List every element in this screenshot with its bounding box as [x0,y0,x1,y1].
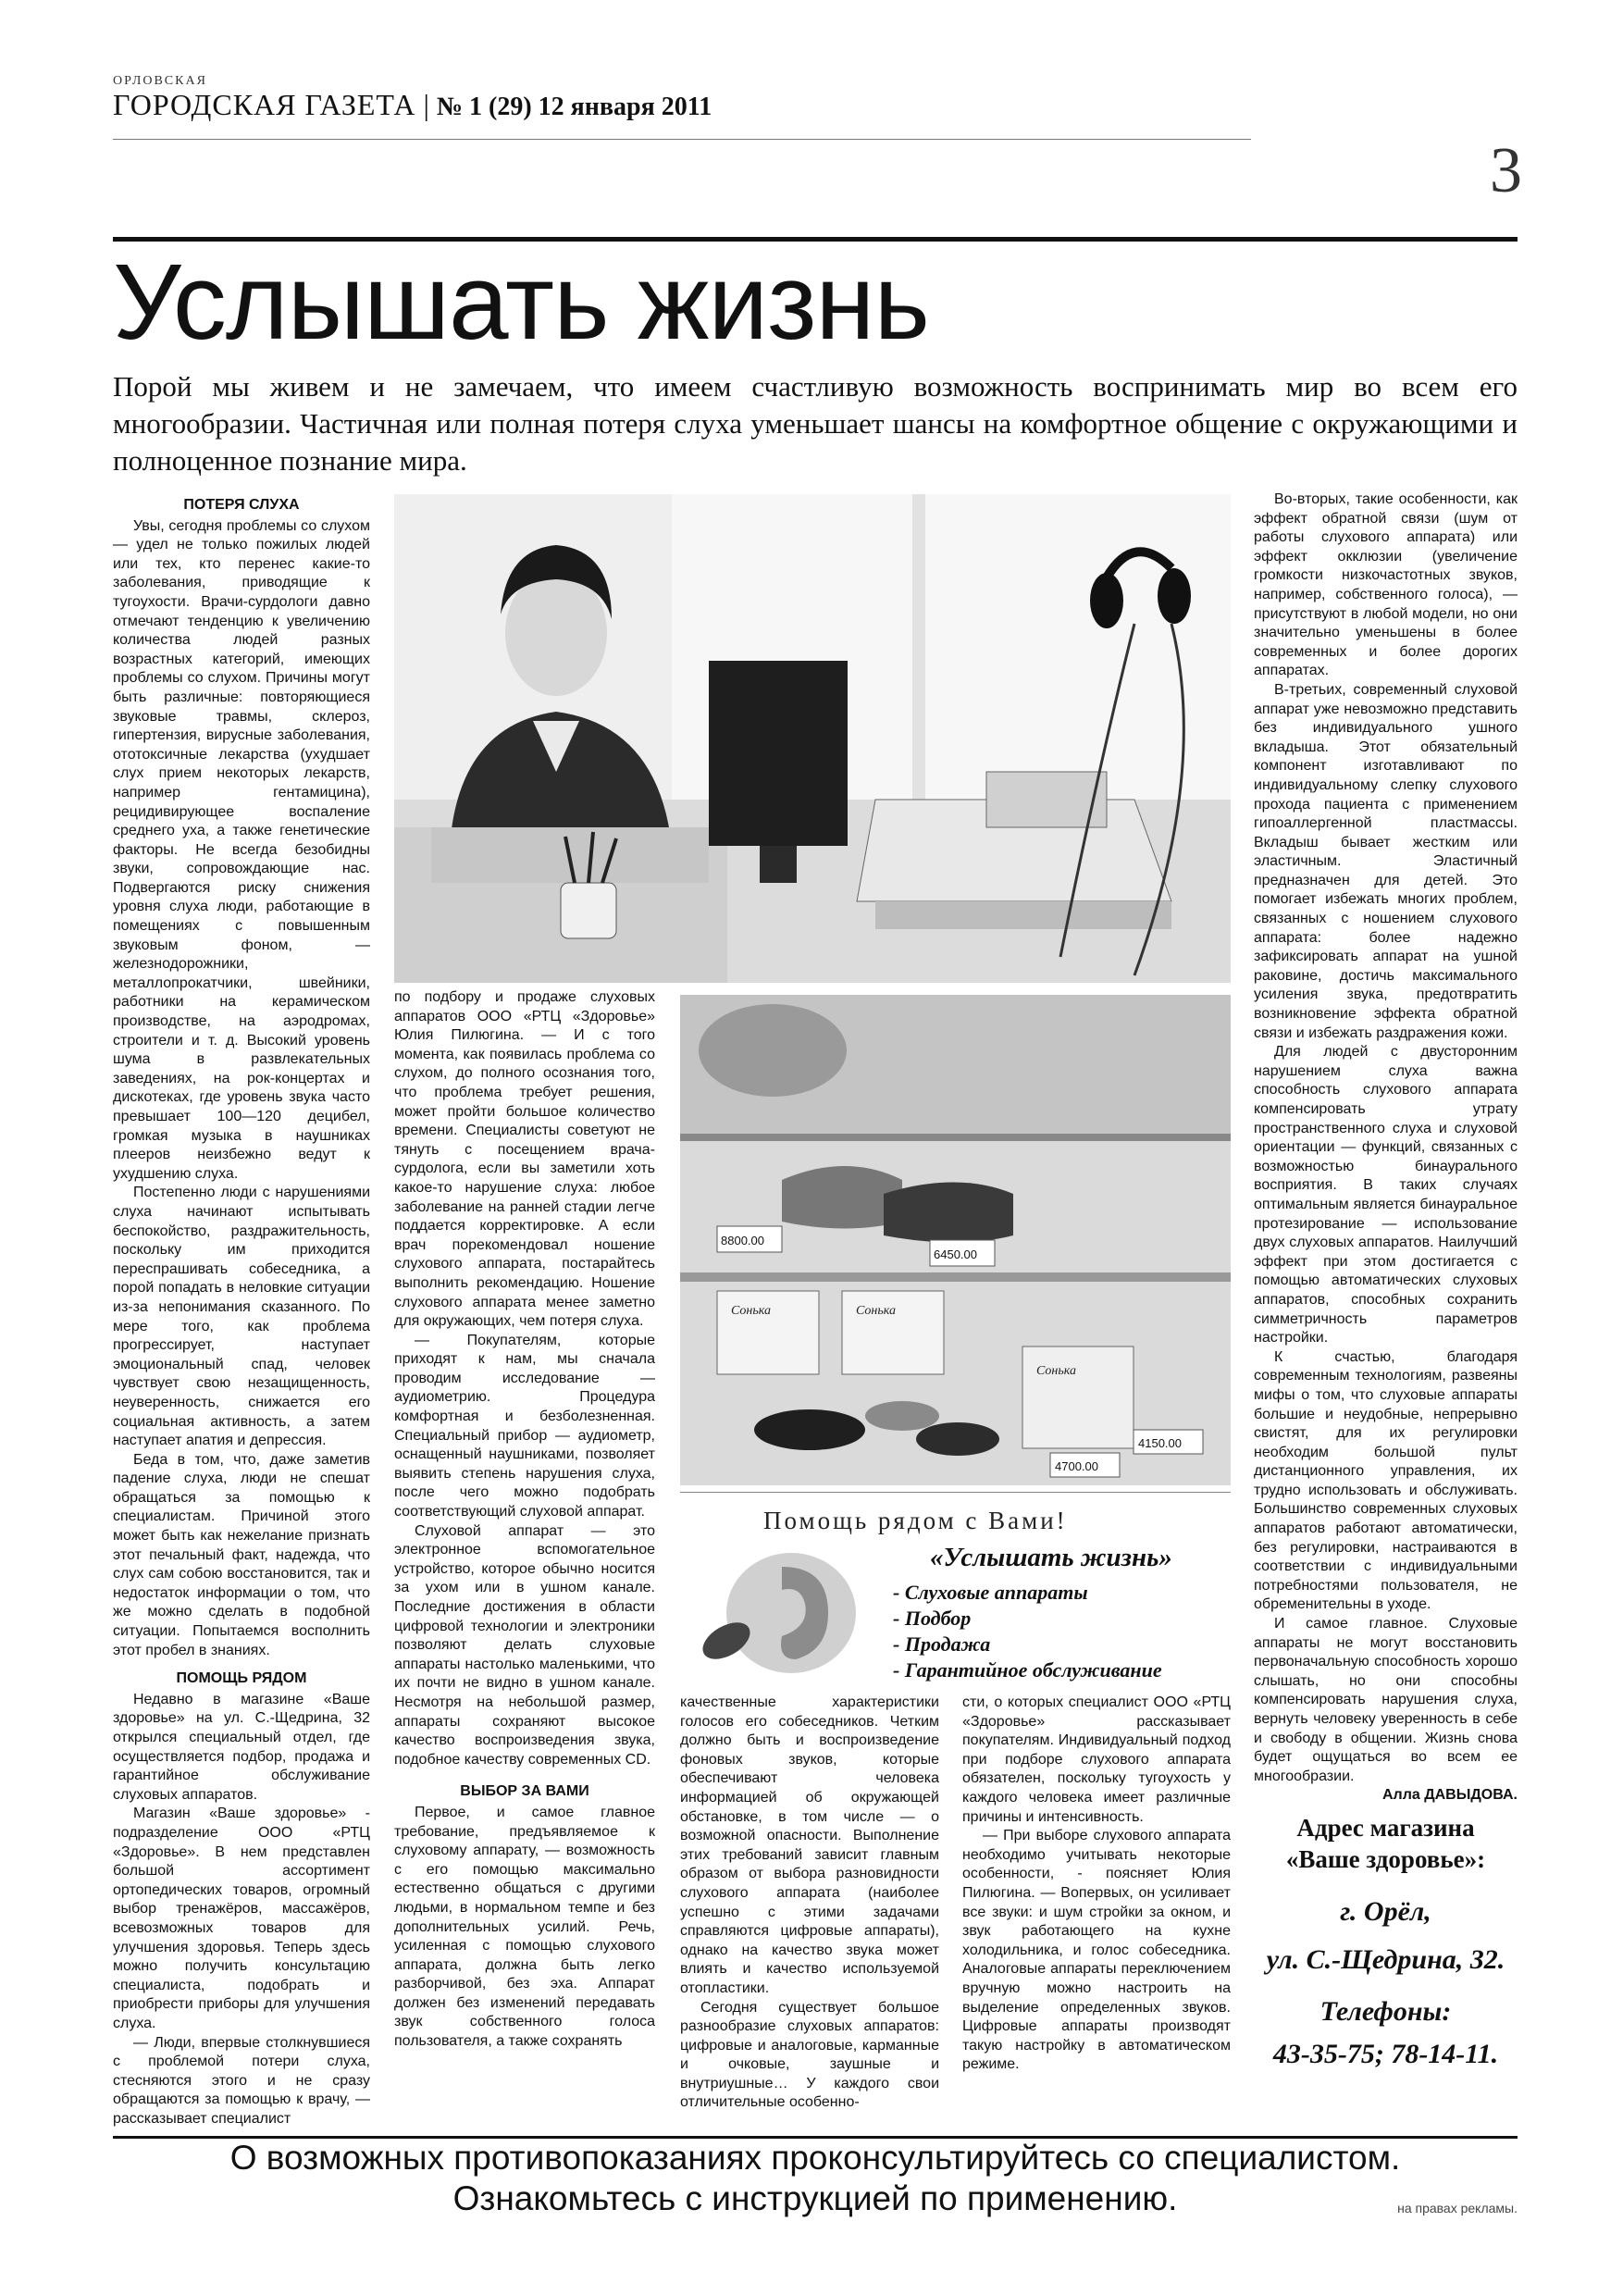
paragraph: — При выборе слухового аппарата необходимо учитывать некоторые особенности, - поясняет Юлия Пилюгина. — Вопервых, он усиливает все звуки: и шум стройки за окном, и звук работающего на кухне холодильника, и голос собеседника. Аналоговые аппараты переключением вручную можно настроить на выделение определенных звуков. Цифровые аппараты производят такую настройку в автоматическом режиме. [962,1828,1231,2073]
price-tag: 4150.00 [1138,1436,1182,1450]
price-tag: 6450.00 [934,1247,977,1261]
advertising-note: на правах рекламы. [1397,2201,1518,2215]
page-number: 3 [1490,135,1522,206]
product-box-label: Сонька [1036,1364,1076,1378]
medical-disclaimer [113,2138,1518,2219]
price-tag: 4700.00 [1055,1459,1098,1473]
ad-title: Помощь рядом с Вами! [763,1507,1068,1534]
article-column-3a [680,1694,939,2113]
masthead-separator: | [423,88,429,121]
article-column-4 [1254,490,1518,1806]
paragraph: — Люди, впервые столкнувшиеся с проблемой потери слуха, стесняются этого и не сразу обращаются за помощью к врачу, — рассказывает специалист [113,2034,370,2127]
section-heading-hearing-loss: ПОТЕРЯ СЛУХА [183,497,300,513]
disclaimer-line-1: О возможных противопоказаниях проконсультируйтесь со специалистом. [229,2139,1401,2177]
price-tag: 8800.00 [721,1234,764,1247]
paragraph: по подбору и продаже слуховых аппаратов ООО «РТЦ «Здоровье» Юлия Пилюгина. — И с того момента, как появилась проблема со слухом, до полного осознания того, что проблема требует решения, может пройти большое количество времени. Специалисты советуют не тянуть с посещением врача-сурдолога, если вы заметили хоть какое-то нарушение слуха: любое заболевание на ранней стадии легче поддается корректировке. А если врач порекомендовал ношение слухового аппарата, постарайтесь выполнить рекомендацию. Ношение слухового аппарата менее заметно для окружающих, чем потеря слуха. [394,989,655,1330]
paragraph: Для людей с двусторонним нарушением слуха важна способность слухового аппарата компенсировать утрату пространственного слуха и слуховой ориентации — функций, связанных с возможностью бинаурального восприятия. В таких случаях оптимальным является бинауральное протезирование — использование двух слуховых аппаратов. Наилучший эффект при этом достигается с помощью автоматических слуховых аппаратов, способных сохранить симметричность параметров настройки. [1254,1044,1518,1347]
paragraph: Во-вторых, такие особенности, как эффект обратной связи (шум от работы слухового аппарата) или эффект окклюзии (увеличение громкости низкочастотных звуков, например, собственного голоса), — присутствуют в любой модели, но они значительно уменьшены в более современных и более дорогих аппаратах. [1254,491,1518,679]
ad-service-item: - Гарантийное обслуживание [893,1657,1162,1683]
author-signature: Алла ДАВЫДОВА. [1382,1787,1518,1804]
photo-hearing-aid-display [680,995,1231,1485]
section-heading-choice: ВЫБОР ЗА ВАМИ [460,1783,589,1800]
section-heading-help-nearby: ПОМОЩЬ РЯДОМ [176,1670,307,1687]
paragraph: Слуховой аппарат — это электронное вспомогательное устройство, которое обычно носится за ухом или в ушном канале. Последние достижения в области цифровой технологии и электроники позволяют делать слуховые аппараты настолько маленькими, что их почти не видно в ушном канале. Несмотря на небольшой размер, аппараты сохраняют высокое качество воспроизведения звука, подобное качеству современных CD. [394,1522,655,1768]
paragraph: Магазин «Ваше здоровье» - подразделение ООО «РТЦ «Здоровье». В нем представлен большой ассортимент ортопедических товаров, огромный выбор тренажёров, массажёров, всевозможных товаров для улучшения здоровья. Теперь здесь можно получить консультацию специалиста, подобрать и приобрести приборы для улучшения слуха. [113,1806,370,2031]
ad-service-list [893,1580,1162,1683]
article-column-2 [394,988,655,2052]
photo-specialist-audiometer [394,494,1231,983]
product-box-label: Сонька [731,1304,771,1318]
ad-service-item: - Слуховые аппараты [893,1580,1162,1606]
address-street: ул. С.-Щедрина, 32. [1266,1944,1505,1975]
paragraph: качественные характеристики голосов его собеседников. Четким должно быть и воспроизведение фоновых звуков, которые обеспечивают человека информацией об окружающей обстановке, в том числе — о возможной опасности. Выполнение этих требований зависит главным образом от выбора разновидности слухового аппарата (наиболее успешно с этими задачами справляются цифровые аппараты), однако на качество звука может влиять и качество используемой отопластики. [680,1694,939,1996]
paragraph: Недавно в магазине «Ваше здоровье» на ул. С.-Щедрина, 32 открылся специальный отдел, где осуществляется подбор, продажа и гарантийное обслуживание слуховых аппаратов. [113,1691,370,1803]
paragraph: К счастью, благодаря современным технологиям, развеяны мифы о том, что слуховые аппараты большие и неудобные, непрерывно свистят, для их регулировки необходим большой пульт дистанционного управления, их трудно использовать и обслуживать. Большинство современных слуховых аппаратов работают автоматически, без регулировки, настраиваются в соответствии с индивидуальными потребностями пользователя, не обременительны в уходе. [1254,1348,1518,1613]
photo-specialist-illustration [394,494,1231,983]
paragraph: В-третьих, современный слуховой аппарат уже невозможно представить без индивидуального ушного вкладыша. Этот обязательный компонент изготавливают по индивидуальному слепку слухового прохода пациента с применением гипоаллергенной пластмассы. Вкладыш бывает жестким или эластичным. Эластичный предназначен для детей. Это помогает избежать многих проблем, связанных с ношением слухового аппарата: более надежно зафиксировать аппарат на ушной раковине, достичь максимального усиления звука, предотвратить возникновение эффекта обратной связи и избежать раздражения кожи. [1254,681,1518,1041]
article-headline: Услышать жизнь [113,242,929,362]
address-label-line2: «Ваше здоровье»: [1285,1845,1486,1873]
address-city: г. Орёл, [1340,1896,1431,1927]
paragraph: Первое, и самое главное требование, предъявляемое к слуховому аппарату, — возможность с его помощью максимально естественно общаться с другими людьми, в нормальном темпе и без дополнительных усилий. Речь, усиленная с помощью слухового аппарата, должна быть легко разборчивой, без эха. Аппарат должен без изменений передавать звук собственного голоса пользователя, а также сохранять [394,1804,655,2050]
ad-box [680,1492,1231,1682]
newspaper-name: ГОРОДСКАЯ ГАЗЕТА [113,88,416,121]
masthead [113,88,712,122]
masthead-city: ОРЛОВСКАЯ [113,74,207,88]
ad-subtitle: «Услышать жизнь» [930,1543,1172,1572]
issue-date: № 1 (29) 12 января 2011 [436,93,712,121]
disclaimer-line-2: Ознакомьтесь с инструкцией по применению. [452,2179,1178,2217]
masthead-rule [113,139,1251,140]
paragraph: сти, о которых специалист ООО «РТЦ «Здоровье» рассказывает покупателям. Индивидуальный подход при подборе слухового аппарата обязателен, поскольку тугоухость у каждого человека имеет различные причины и интенсивность. [962,1694,1231,1825]
ad-service-item: - Подбор [893,1606,1162,1632]
product-box-label: Сонька [856,1304,896,1318]
paragraph: Сегодня существует большое разнообразие слуховых аппаратов: цифровые и аналоговые, карманные и очковые, заушные и внутриушные… У каждого свои отличительные особенно- [680,1999,939,2111]
paragraph: Беда в том, что, даже заметив падение слуха, люди не спешат обращаться за помощью к специалистам. Причиной этого может быть как нежелание признать этот печальный факт, надежда, что слух сам собою восстановится, так и недостаток информации о том, что же можно сделать в подобной ситуации. Попытаемся восполнить этот пробел в знаниях. [113,1451,370,1658]
ear-icon [689,1539,874,1678]
phones-label: Телефоны: [1319,1996,1452,2027]
paragraph: И самое главное. Слуховые аппараты не могут восстановить первоначальную способность хорошо слышать, но они способны компенсировать нарушения слуха, вернуть человеку уверенность в себе и свободу в общении. Жизнь снова будет ощущаться во всем ее многообразии. [1254,1616,1518,1784]
paragraph: Увы, сегодня проблемы со слухом — удел не только пожилых людей или тех, кто перенес какие-то заболевания, приводящие к тугоухости. Врачи-сурдологи давно отмечают тенденцию к увеличению количества людей разных возрастных категорий, имеющих проблемы со слухом. Причины могут быть различные: повторяющиеся звуковые травмы, склероз, гипертензия, вирусные заболевания, ототоксичные лекарства (ухудшает слух прием некоторых лекарств, например гентамицина), рецидивирующее воспаление среднего уха, а также генетические факторы. Не всегда безобидны звуки, сопровождающие нас. Подвергаются риску снижения уровня слуха люди, работающие в помещениях с повышенным звуковым фоном, — железнодорожники, металлопрокатчики, швейники, работники на керамическом производстве, на аэродромах, строители и т. д. Высокий уровень шума в развлекательных заведениях, на рок-концертах и дискотеках, где уровень звука часто превышает 100—120 децибел, громкая музыка в наушниках плееров неизбежно ведут к ухудшению слуха. [113,517,370,1182]
article-column-1 [113,490,370,2128]
paragraph: — Покупателям, которые приходят к нам, мы сначала проводим исследование — аудиометрию. Процедура комфортная и безболезненная. Специальный прибор — аудиометр, оснащенный наушниками, позволяет выявить степень нарушения слуха, после чего можно подобрать соответствующий слуховой аппарат. [394,1332,655,1520]
paragraph: Постепенно люди с нарушениями слуха начинают испытывать беспокойство, раздражительность, поскольку им приходится переспрашивать собеседника, а порой попадать в неловкие ситуации из-за непонимания сказанного. По мере того, как проблема прогрессирует, наступает эмоциональный спад, человек чувствует свою незащищенность, неуверенность, снижается его социальная активность, а затем наступает апатия и депрессия. [113,1185,370,1449]
address-label-line1: Адрес магазина [1296,1814,1475,1842]
article-lead: Порой мы живем и не замечаем, что имеем счастливую возможность воспринимать мир во всем его многообразии. Частичная или полная потеря слуха уменьшает шансы на комфортное общение с окружающими и полноценное познание мира. [113,370,1518,477]
store-address [1254,1812,1518,2071]
ad-service-item: - Продажа [893,1632,1162,1657]
photo-display-illustration [680,995,1231,1485]
article-column-3b [962,1694,1231,2075]
phone-numbers: 43-35-75; 78-14-11. [1272,2039,1499,2069]
